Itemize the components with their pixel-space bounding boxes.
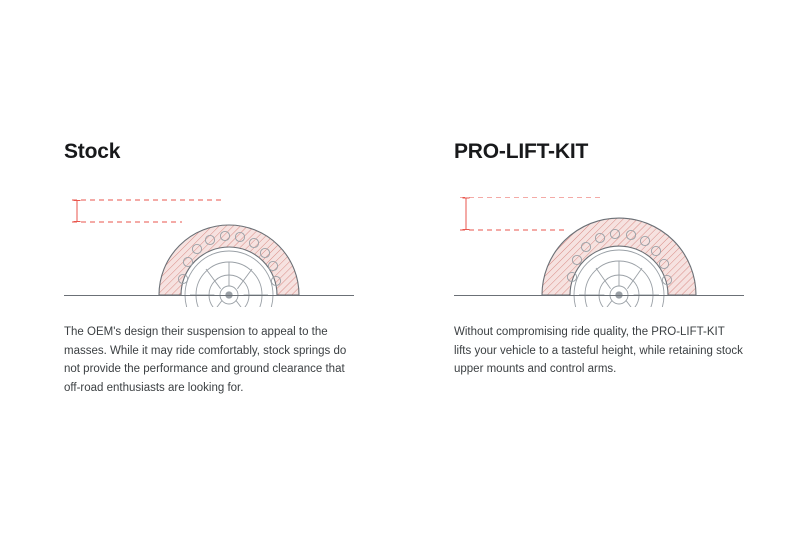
diagram-stock xyxy=(64,197,354,307)
wheel-stock xyxy=(185,251,273,307)
panel-title-stock: Stock xyxy=(64,140,121,163)
gap-measure-stock xyxy=(72,200,224,222)
panel-title-pro-lift-kit: PRO-LIFT-KIT xyxy=(454,140,589,163)
diagram-pro-lift-kit xyxy=(454,197,744,307)
wheel-pro-lift-kit xyxy=(574,250,664,307)
panel-pro-lift-kit xyxy=(400,0,800,534)
panel-description-pro-lift-kit: Without compromising ride quality, the PRO-LIFT-KIT lifts your vehicle to a tasteful height, while retaining stock upper mounts and control arms. xyxy=(454,326,743,376)
gap-measure-pro-lift-kit xyxy=(460,197,604,230)
panel-description-stock: The OEM's design their suspension to appeal to the masses. While it may ride comfortably, stock springs do not provide the performance and ground clearance that off-road enthusiasts are looking for. xyxy=(64,326,347,394)
